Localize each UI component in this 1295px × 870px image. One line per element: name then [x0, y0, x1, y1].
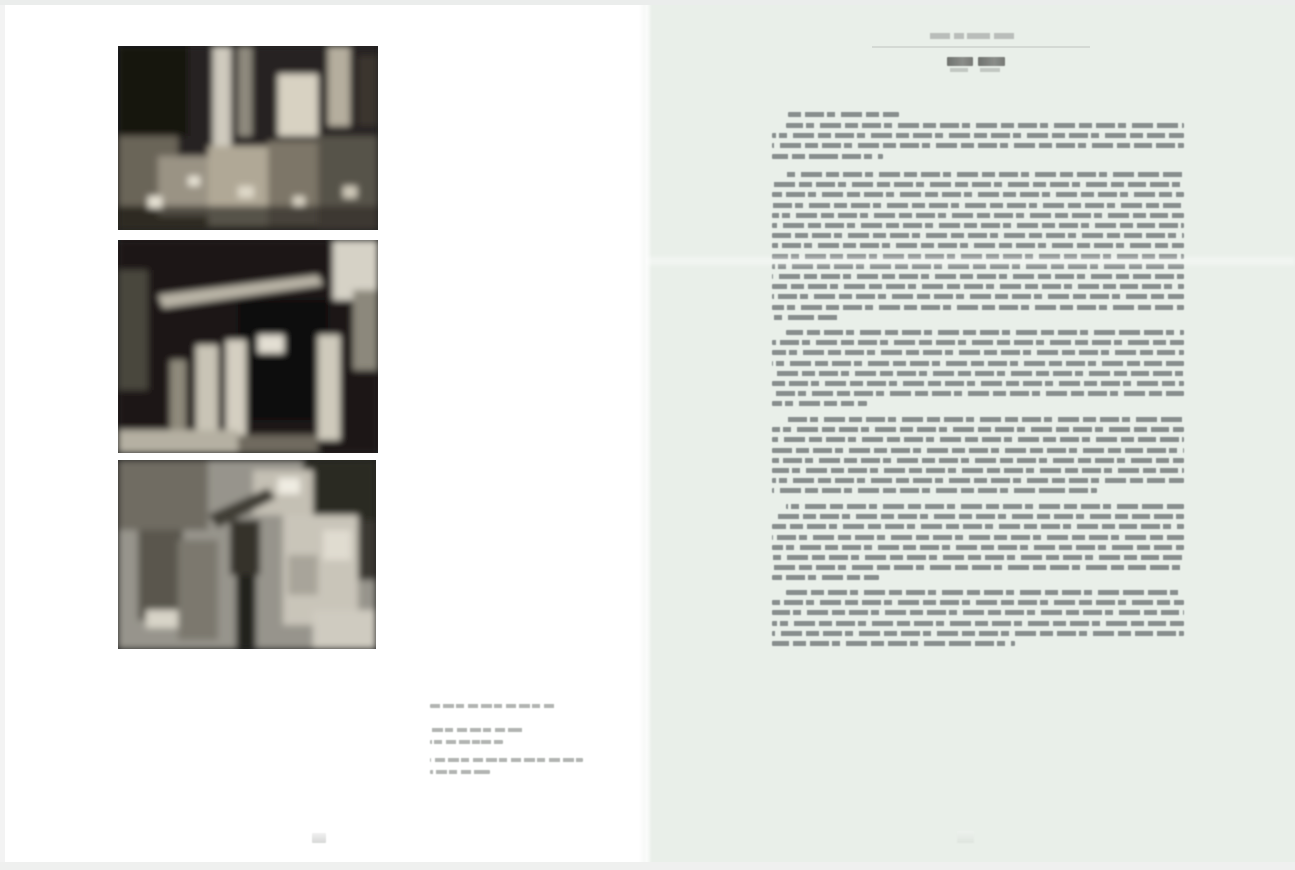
- photo-middle: [118, 240, 378, 453]
- left-page: [5, 5, 646, 862]
- scan-crease-line: [646, 257, 1295, 265]
- photo-bottom: [118, 460, 376, 649]
- photo-middle-image: [118, 240, 378, 453]
- photo-top-image: [118, 46, 378, 230]
- page-title-word-2: [978, 57, 1005, 66]
- scan-edge-left: [0, 5, 5, 870]
- left-page-number: [312, 833, 326, 843]
- running-head-text: [930, 33, 1016, 39]
- photo-bottom-image: [118, 460, 376, 649]
- right-page-number: [957, 831, 974, 843]
- page-title-descender-2: [980, 68, 1000, 72]
- page-title-descender-1: [950, 68, 968, 72]
- right-page: [646, 5, 1295, 862]
- scan-edge-top: [0, 0, 1295, 5]
- scan-edge-bottom: [0, 862, 1295, 870]
- page-gutter: [639, 5, 652, 862]
- header-rule: [872, 46, 1090, 48]
- photo-top: [118, 46, 378, 230]
- page-title-word-1: [947, 57, 973, 66]
